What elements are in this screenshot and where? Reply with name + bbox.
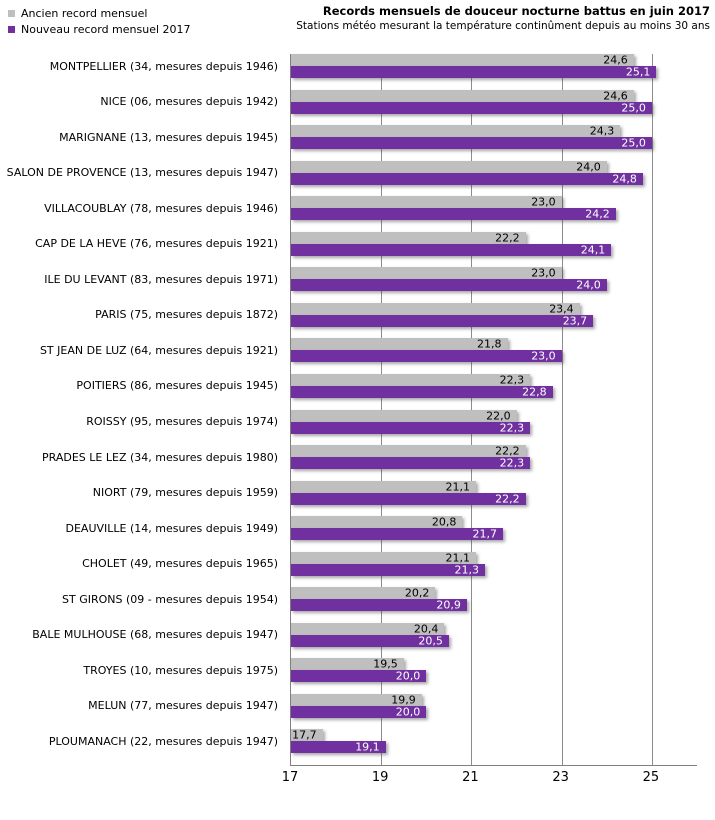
new-record-value-label: 23,0 xyxy=(531,349,556,363)
old-record-value-label: 22,2 xyxy=(495,231,520,245)
new-record-value-label: 22,3 xyxy=(499,421,525,434)
legend-label-new: Nouveau record mensuel 2017 xyxy=(21,22,191,36)
legend-swatch-old xyxy=(8,10,15,17)
category-label: CHOLET (49, mesures depuis 1965) xyxy=(82,557,278,571)
new-record-bar xyxy=(291,208,616,220)
old-record-bar xyxy=(291,481,476,493)
new-record-bar xyxy=(291,350,562,362)
category-label: MELUN (77, mesures depuis 1947) xyxy=(88,699,278,713)
new-record-value-label: 24,8 xyxy=(612,172,637,186)
new-record-bar xyxy=(291,279,607,291)
old-record-bar xyxy=(291,623,444,635)
new-record-value-label: 20,5 xyxy=(418,634,443,648)
old-record-value-label: 22,3 xyxy=(499,373,525,387)
new-record-bar xyxy=(291,564,485,576)
old-record-bar xyxy=(291,338,508,350)
old-record-bar xyxy=(291,90,634,102)
old-record-value-label: 22,2 xyxy=(495,444,520,458)
category-label: NIORT (79, mesures depuis 1959) xyxy=(92,486,278,500)
category-label: BALE MULHOUSE (68, mesures depuis 1947) xyxy=(32,628,278,642)
old-record-bar xyxy=(291,445,526,457)
old-record-value-label: 21,1 xyxy=(445,480,470,494)
old-record-value-label: 24,6 xyxy=(603,89,628,102)
old-record-value-label: 21,8 xyxy=(477,337,502,351)
x-axis xyxy=(281,770,696,790)
chart-subtitle: Stations météo mesurant la température continûment depuis au moins 30 ans xyxy=(296,20,710,32)
gridline xyxy=(652,54,653,765)
old-record-bar xyxy=(291,587,435,599)
old-record-value-label: 19,5 xyxy=(373,657,398,671)
old-record-value-label: 23,4 xyxy=(549,302,574,316)
new-record-bar xyxy=(291,457,530,469)
new-record-value-label: 21,7 xyxy=(472,527,497,541)
old-record-value-label: 20,8 xyxy=(431,515,457,529)
category-label: NICE (06, mesures depuis 1942) xyxy=(100,95,278,108)
old-record-bar xyxy=(291,729,323,741)
old-record-value-label: 23,0 xyxy=(531,195,556,209)
old-record-bar xyxy=(291,196,562,208)
category-label: PRADES LE LEZ (34, mesures depuis 1980) xyxy=(42,450,278,464)
category-label: TROYES (10, mesures depuis 1975) xyxy=(83,663,278,677)
old-record-bar xyxy=(291,658,404,670)
new-record-bar xyxy=(291,599,467,611)
new-record-value-label: 20,9 xyxy=(436,598,461,612)
old-record-value-label: 20,4 xyxy=(413,622,439,636)
old-record-bar xyxy=(291,161,607,173)
new-record-value-label: 24,1 xyxy=(580,243,606,257)
new-record-bar xyxy=(291,670,426,682)
category-axis xyxy=(0,54,284,765)
new-record-value-label: 24,0 xyxy=(576,278,601,292)
category-label: ROISSY (95, mesures depuis 1974) xyxy=(86,415,278,428)
old-record-bar xyxy=(291,694,422,706)
category-label: SALON DE PROVENCE (13, mesures depuis 1947) xyxy=(6,166,278,180)
old-record-bar xyxy=(291,54,634,66)
old-record-value-label: 24,0 xyxy=(576,160,601,174)
new-record-value-label: 25,0 xyxy=(621,101,646,114)
old-record-value-label: 24,6 xyxy=(603,53,628,67)
category-label: ILE DU LEVANT (83, mesures depuis 1971) xyxy=(44,272,278,286)
old-record-bar xyxy=(291,267,562,279)
new-record-bar xyxy=(291,315,593,327)
new-record-bar xyxy=(291,173,643,185)
new-record-bar xyxy=(291,528,503,540)
old-record-value-label: 24,3 xyxy=(589,124,615,138)
plot-area xyxy=(290,54,697,766)
category-label: PARIS (75, mesures depuis 1872) xyxy=(95,308,278,322)
old-record-bar xyxy=(291,374,530,386)
category-label: POITIERS (86, mesures depuis 1945) xyxy=(76,379,278,393)
chart-titles xyxy=(296,4,710,33)
new-record-bar xyxy=(291,635,449,647)
x-tick-label: 25 xyxy=(642,770,660,785)
x-tick-label: 19 xyxy=(371,770,389,785)
new-record-bar xyxy=(291,66,656,78)
new-record-bar xyxy=(291,102,652,114)
new-record-value-label: 22,8 xyxy=(522,385,547,399)
new-record-value-label: 20,0 xyxy=(395,669,421,683)
category-label: ST JEAN DE LUZ (64, mesures depuis 1921) xyxy=(39,343,278,357)
category-label: MONTPELLIER (34, mesures depuis 1946) xyxy=(49,59,278,73)
legend-swatch-new xyxy=(8,26,15,33)
category-label: MARIGNANE (13, mesures depuis 1945) xyxy=(59,130,278,144)
old-record-value-label: 22,0 xyxy=(486,409,511,422)
x-tick-label: 21 xyxy=(462,770,479,785)
legend-item-new-record xyxy=(8,21,191,37)
new-record-value-label: 22,2 xyxy=(495,492,520,506)
new-record-bar xyxy=(291,244,611,256)
old-record-value-label: 19,9 xyxy=(391,693,416,707)
category-label: PLOUMANACH (22, mesures depuis 1947) xyxy=(48,734,278,748)
old-record-bar xyxy=(291,516,462,528)
new-record-value-label: 25,0 xyxy=(621,136,646,150)
old-record-bar xyxy=(291,552,476,564)
x-tick-label: 23 xyxy=(552,770,569,785)
new-record-bar xyxy=(291,137,652,149)
new-record-bar xyxy=(291,741,386,753)
new-record-value-label: 24,2 xyxy=(585,207,610,221)
legend-item-old-record xyxy=(8,5,191,21)
chart-title: Records mensuels de douceur nocturne battus en juin 2017 xyxy=(322,4,710,18)
new-record-bar xyxy=(291,706,426,718)
category-label: VILLACOUBLAY (78, mesures depuis 1946) xyxy=(44,201,278,215)
old-record-value-label: 17,7 xyxy=(292,728,317,742)
new-record-value-label: 19,1 xyxy=(355,740,380,754)
old-record-bar xyxy=(291,303,580,315)
old-record-value-label: 23,0 xyxy=(531,266,556,280)
category-label: DEAUVILLE (14, mesures depuis 1949) xyxy=(65,521,278,535)
new-record-value-label: 20,0 xyxy=(395,705,421,719)
old-record-value-label: 20,2 xyxy=(404,586,430,600)
category-label: CAP DE LA HEVE (76, mesures depuis 1921) xyxy=(35,237,278,251)
old-record-bar xyxy=(291,125,620,137)
new-record-bar xyxy=(291,493,526,505)
new-record-value-label: 21,3 xyxy=(454,563,479,577)
legend xyxy=(8,5,191,37)
new-record-value-label: 23,7 xyxy=(562,314,588,328)
old-record-bar xyxy=(291,410,517,422)
old-record-value-label: 21,1 xyxy=(445,551,470,565)
x-tick-label: 17 xyxy=(281,770,299,785)
new-record-bar xyxy=(291,386,553,398)
old-record-bar xyxy=(291,232,526,244)
legend-label-old: Ancien record mensuel xyxy=(21,6,148,20)
category-label: ST GIRONS (09 - mesures depuis 1954) xyxy=(62,592,278,606)
new-record-value-label: 25,1 xyxy=(625,65,651,79)
new-record-value-label: 22,3 xyxy=(499,456,525,470)
new-record-bar xyxy=(291,422,530,434)
